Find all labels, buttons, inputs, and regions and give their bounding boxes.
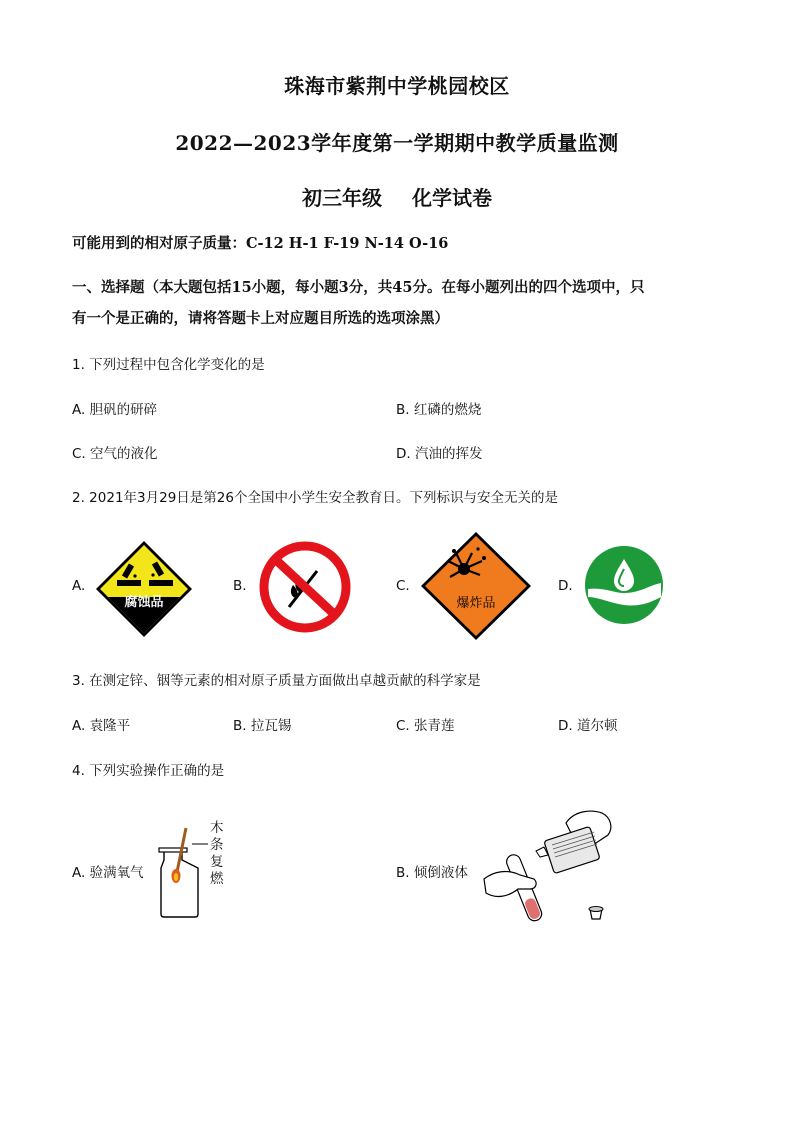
gas-bottle-splint-illustration — [150, 822, 210, 922]
q3-option-c: C. 张青莲 — [396, 718, 455, 734]
splint-relight-note — [210, 820, 224, 888]
school-title: 珠海市紫荆中学桃园校区 — [284, 74, 510, 98]
q2-option-d-label: D. — [558, 578, 573, 594]
q2-option-b-label: B. — [233, 578, 247, 594]
q1-option-b: B. 红磷的燃烧 — [396, 402, 482, 418]
section1-line2: 有一个是正确的，请将答题卡上对应题目所选的选项涂黑） — [72, 310, 449, 327]
q1-option-d: D. 汽油的挥发 — [396, 446, 483, 462]
q3-option-d: D. 道尔顿 — [558, 718, 618, 734]
note-char-4: 燃 — [210, 871, 224, 887]
grade-label: 初三年级 — [302, 186, 382, 210]
q2-stem: 2. 2021年3月29日是第26个全国中小学生安全教育日。下列标识与安全无关的是 — [72, 490, 558, 506]
explosive-sign-icon — [420, 531, 532, 641]
subject-label: 化学试卷 — [412, 186, 492, 210]
explosive-sign-text: 爆炸品 — [456, 596, 496, 611]
section1-line1: 一、选择题（本大题包括15小题，每小题3分，共45分。在每小题列出的四个选项中，只 — [72, 279, 645, 296]
q4-option-b: B. 倾倒液体 — [396, 865, 468, 881]
note-char-3: 复 — [210, 854, 224, 870]
note-char-1: 木 — [210, 820, 224, 836]
subtitle — [0, 182, 794, 211]
no-fire-sign-icon — [259, 541, 351, 633]
q2-option-a-label: A. — [72, 578, 86, 594]
exam-title: 2022—2023学年度第一学期期中教学质量监测 — [175, 131, 619, 155]
q1-option-c: C. 空气的液化 — [72, 446, 158, 462]
q2-option-c-label: C. — [396, 578, 410, 594]
q3-option-a: A. 袁隆平 — [72, 718, 131, 734]
corrosive-sign-icon — [95, 540, 193, 638]
corrosive-sign-text: 腐蚀品 — [124, 595, 164, 610]
q1-stem: 1. 下列过程中包含化学变化的是 — [72, 357, 265, 373]
note-char-2: 条 — [210, 837, 224, 853]
q4-stem: 4. 下列实验操作正确的是 — [72, 763, 225, 779]
atomic-mass-note: 可能用到的相对原子质量：C-12 H-1 F-19 N-14 O-16 — [72, 235, 449, 252]
q4-option-a: A. 验满氧气 — [72, 865, 144, 881]
q3-stem: 3. 在测定锌、铟等元素的相对原子质量方面做出卓越贡献的科学家是 — [72, 673, 481, 689]
pouring-liquid-illustration — [478, 805, 628, 935]
q3-option-b: B. 拉瓦锡 — [233, 718, 292, 734]
water-saving-sign-icon — [584, 545, 664, 625]
q1-option-a: A. 胆矾的研碎 — [72, 402, 158, 418]
